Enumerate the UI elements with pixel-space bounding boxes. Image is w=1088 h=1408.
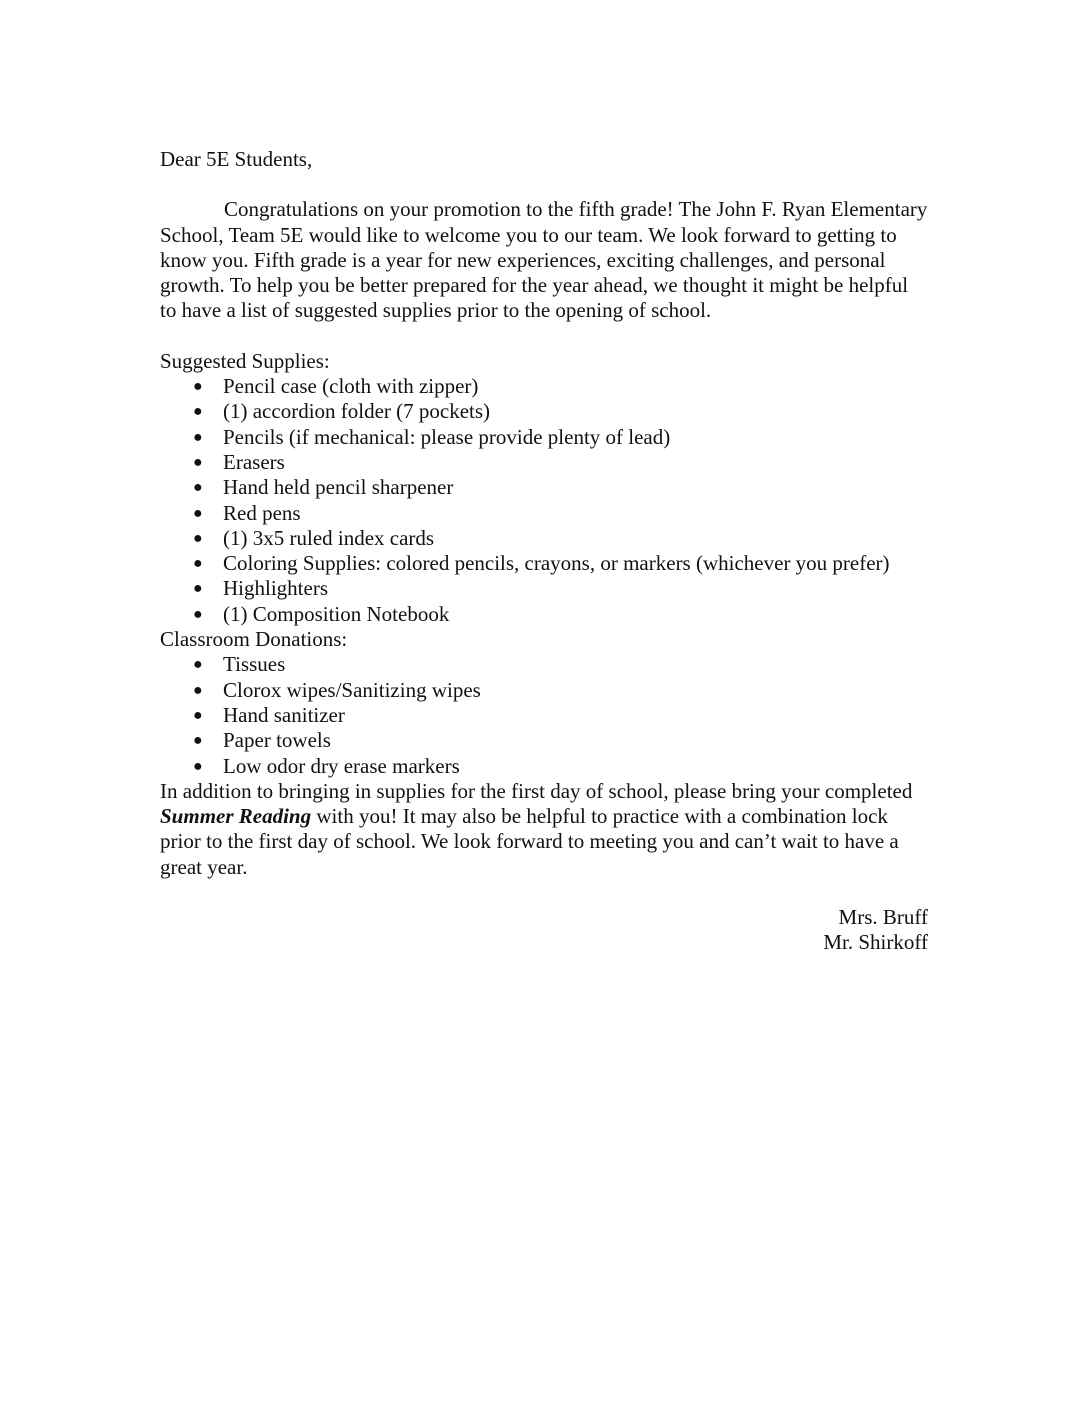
list-item-text: (1) accordion folder (7 pockets) [223,399,491,424]
list-item-text: Paper towels [223,728,331,753]
list-item [160,602,928,627]
donations-heading: Classroom Donations: [160,627,348,652]
bullet-icon: ● [193,555,203,573]
bullet-icon: ● [193,605,203,623]
letter-page [160,147,928,956]
list-item-text: (1) 3x5 ruled index cards [223,525,435,550]
list-item-text: Erasers [223,449,285,474]
list-item-text: Highlighters [223,576,328,601]
list-item [160,703,928,728]
list-item [160,475,928,500]
list-item [160,450,928,475]
signature-block [160,905,928,956]
intro-paragraph: Congratulations on your promotion to the fifth grade! The John F. Ryan Elementary School, Team 5E would like to welcome you to our team. We look forward to getting to know you. Fifth grade is a year for new experiences, exciting challenges, and personal growth. To help you be better prepared for the year ahead, we thought it might be helpful to have a list of suggested supplies prior to the opening of school. [160,197,928,323]
closing-text-end: with you! It may also be helpful to practice with a combination lock prior to the first day of school. We look forward to meeting you and can’t wait to have a great year. [160,804,899,879]
closing-paragraph [160,779,928,880]
bullet-icon: ● [193,504,203,522]
list-item [160,678,928,703]
list-item-text: Low odor dry erase markers [223,753,460,778]
bullet-icon: ● [193,656,203,674]
salutation: Dear 5E Students, [160,147,313,171]
list-item-text: (1) Composition Notebook [223,601,450,626]
list-item-text: Hand held pencil sharpener [223,475,454,500]
donations-list [160,652,928,778]
list-item [160,501,928,526]
list-item [160,728,928,753]
bullet-icon: ● [193,453,203,471]
supplies-heading: Suggested Supplies: [160,348,330,373]
supplies-list [160,374,928,627]
list-item [160,551,928,576]
bullet-icon: ● [193,479,203,497]
list-item-text: Pencil case (cloth with zipper) [223,374,479,399]
list-item-text: Hand sanitizer [223,702,345,727]
bullet-icon: ● [193,732,203,750]
list-item [160,399,928,424]
list-item-text: Coloring Supplies: colored pencils, crayons, or markers (whichever you prefer) [223,551,890,576]
bullet-icon: ● [193,706,203,724]
summer-reading-emphasis: Summer Reading [160,804,312,829]
list-item-text: Clorox wipes/Sanitizing wipes [223,677,481,702]
list-item [160,425,928,450]
list-item-text: Pencils (if mechanical: please provide plenty of lead) [223,424,671,449]
bullet-icon: ● [193,580,203,598]
bullet-icon: ● [193,681,203,699]
list-item-text: Red pens [223,500,301,525]
list-item-text: Tissues [223,652,286,677]
signature-name: Mrs. Bruff [838,905,928,930]
list-item [160,754,928,779]
closing-text-start: In addition to bringing in supplies for the first day of school, please bring your completed [160,778,913,803]
list-item [160,374,928,399]
bullet-icon: ● [193,529,203,547]
signature-name: Mr. Shirkoff [823,930,928,955]
bullet-icon: ● [193,428,203,446]
list-item [160,576,928,601]
list-item [160,526,928,551]
bullet-icon: ● [193,403,203,421]
bullet-icon: ● [193,378,203,396]
bullet-icon: ● [193,757,203,775]
list-item [160,652,928,677]
